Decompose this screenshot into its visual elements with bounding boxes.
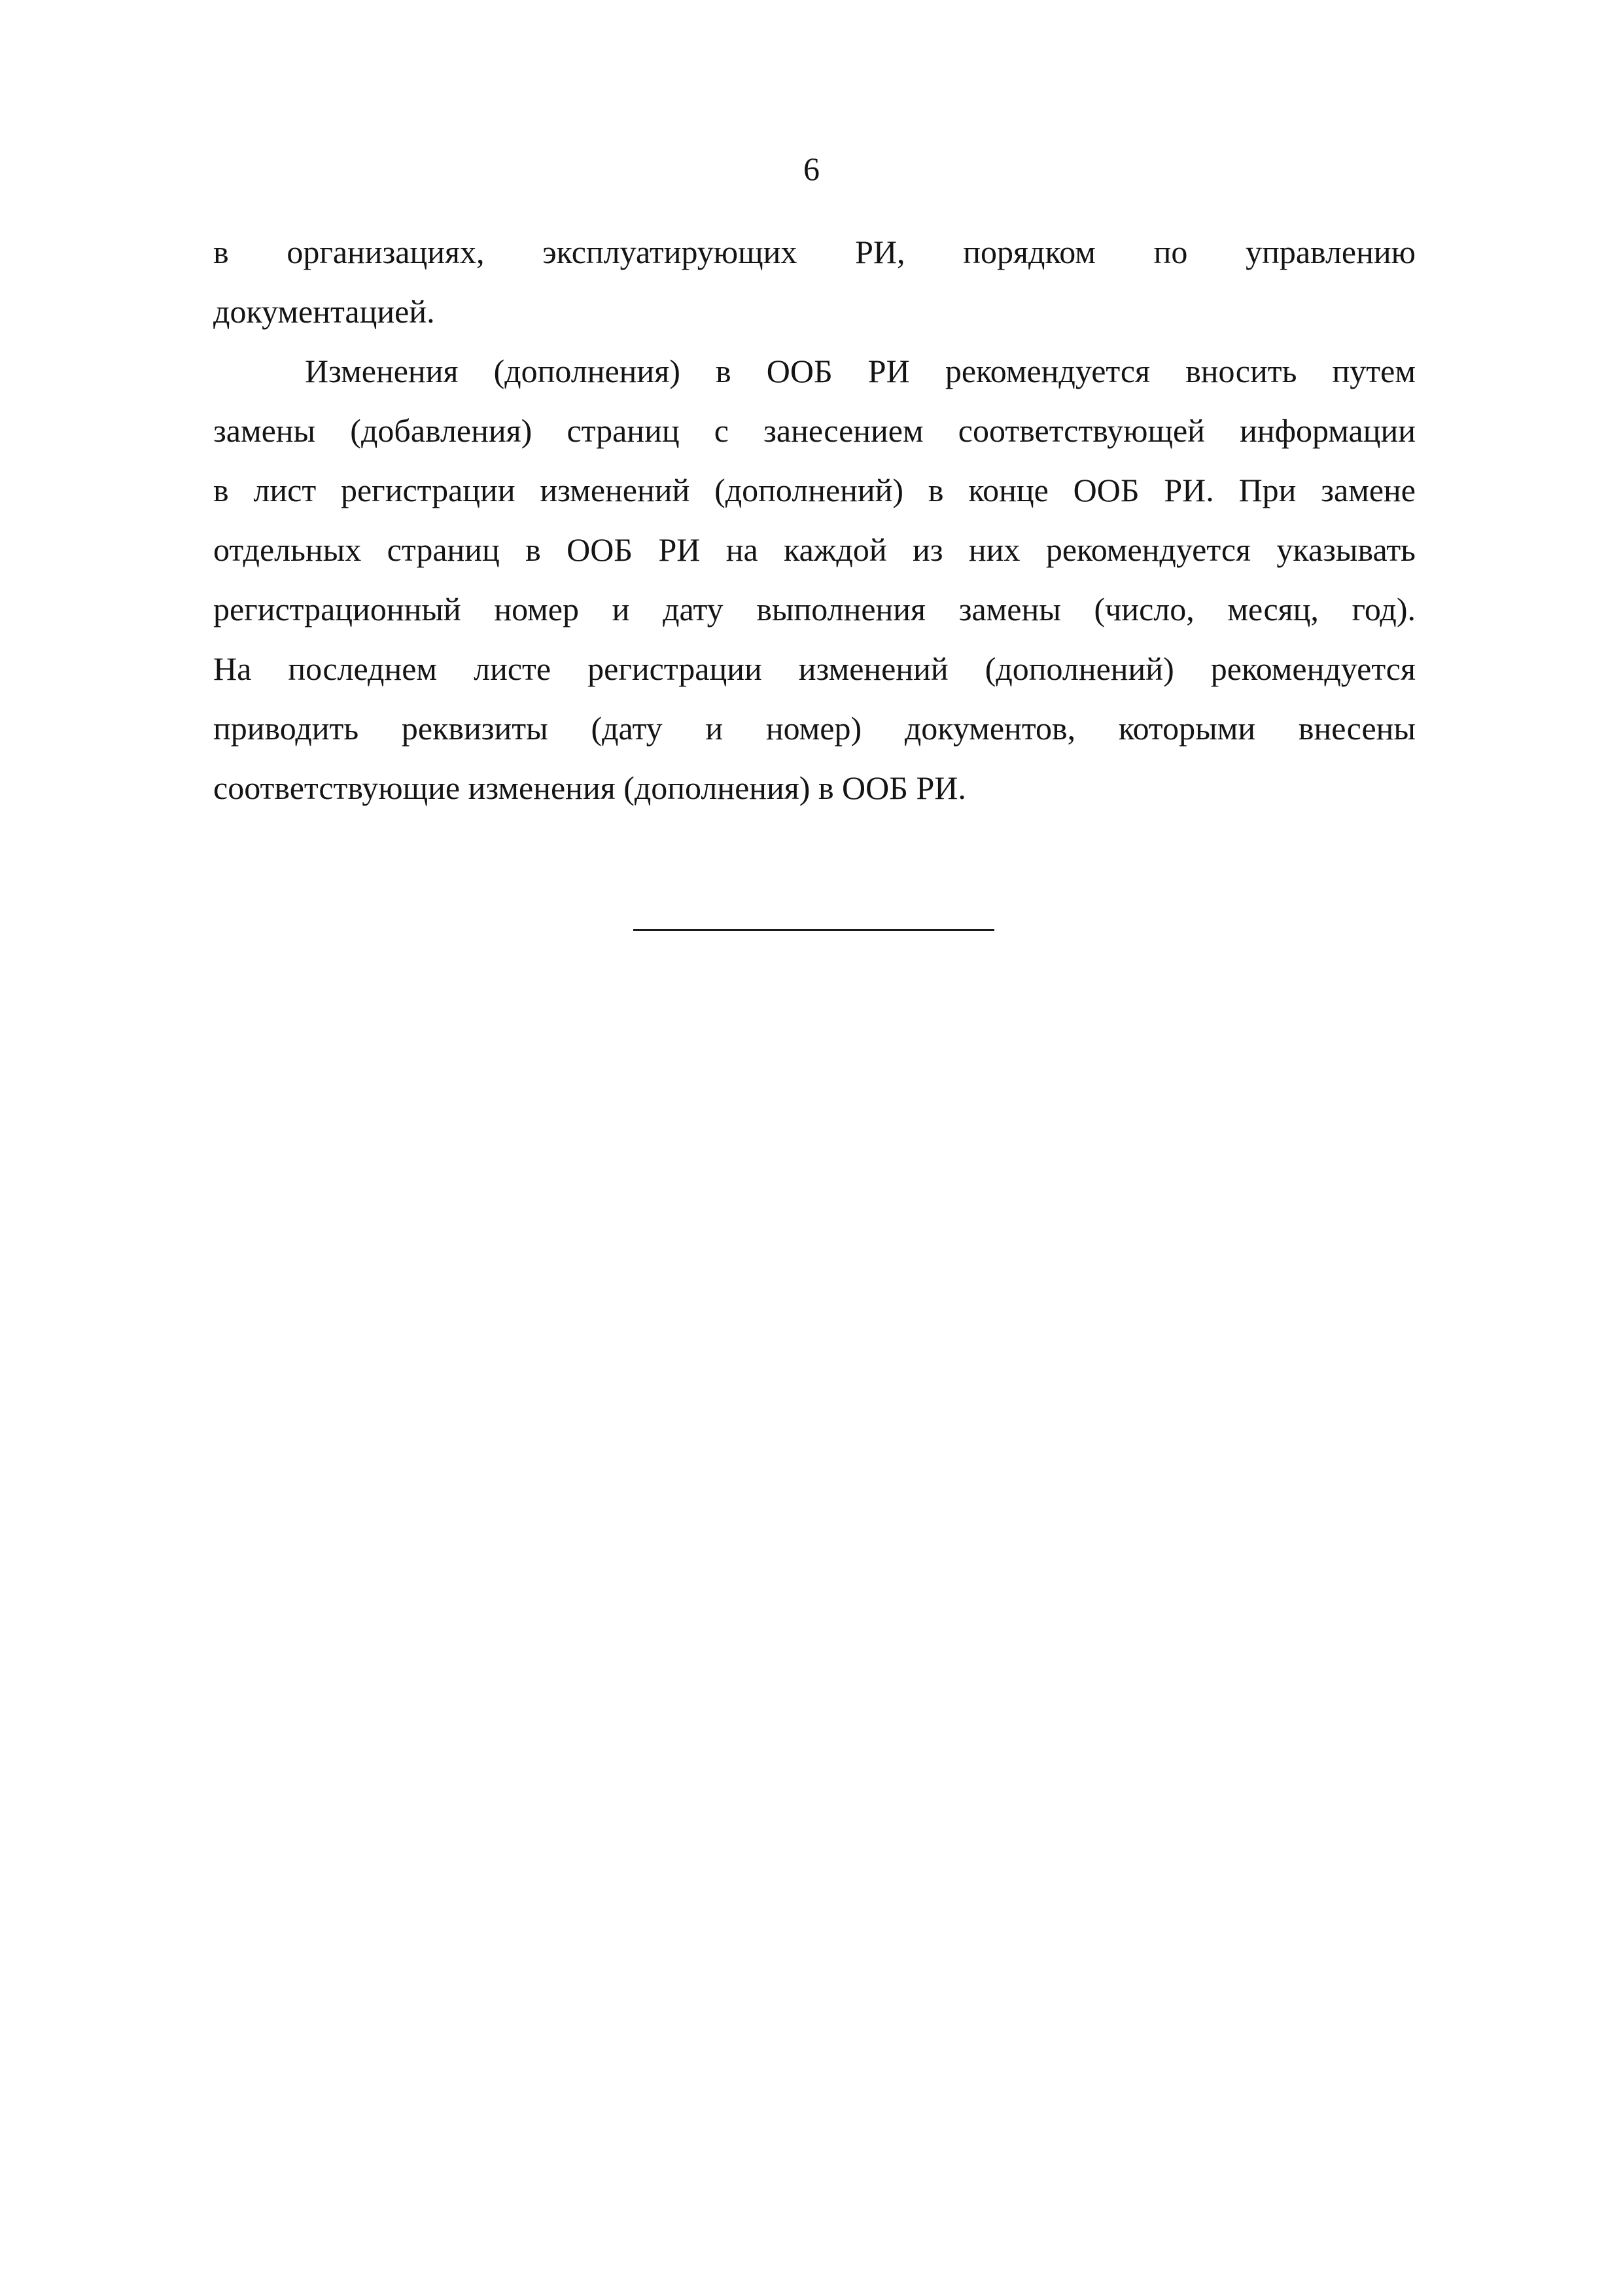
paragraph-continuation: [213, 222, 1416, 342]
paragraph-line: замены (добавления) страниц с занесением соответствующей информации: [213, 412, 1416, 449]
page-number: 6: [803, 150, 820, 187]
paragraph-line: Изменения (дополнения) в ООБ РИ рекомендуется вносить путем: [305, 353, 1416, 389]
paragraph-line: соответствующие изменения (дополнения) в ООБ РИ.: [213, 769, 966, 806]
paragraph-line: документацией.: [213, 293, 435, 330]
paragraph-line: отдельных страниц в ООБ РИ на каждой из них рекомендуется указывать: [213, 531, 1416, 568]
paragraph-line: приводить реквизиты (дату и номер) документов, которыми внесены: [213, 710, 1416, 747]
paragraph-line: в организациях, эксплуатирующих РИ, порядком по управлению: [213, 234, 1416, 270]
paragraph-changes: [213, 342, 1416, 818]
paragraph-line: На последнем листе регистрации изменений (дополнений) рекомендуется: [213, 650, 1416, 687]
paragraph-line: регистрационный номер и дату выполнения замены (число, месяц, год).: [213, 591, 1416, 627]
end-of-document-rule: [633, 929, 994, 931]
paragraph-line: в лист регистрации изменений (дополнений) в конце ООБ РИ. При замене: [213, 472, 1416, 508]
